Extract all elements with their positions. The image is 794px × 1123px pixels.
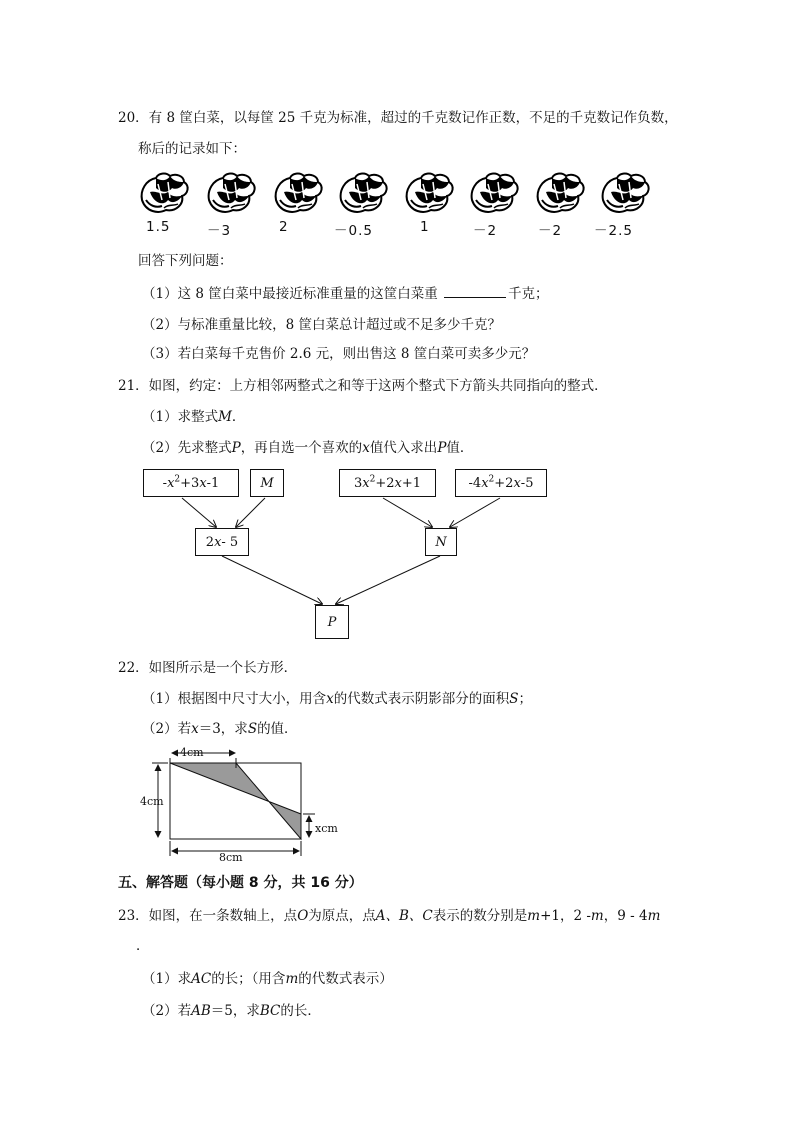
var-ab: AB — [191, 1003, 211, 1019]
weight-value: 1 — [420, 219, 430, 235]
var-s: S — [247, 721, 258, 737]
q22-line1: 22．如图所示是一个长方形． — [118, 660, 298, 676]
expr-box-n: N — [425, 528, 457, 556]
text: （2）若 — [142, 721, 192, 737]
shaded-region — [170, 763, 301, 839]
text: 值代入求出 — [369, 440, 438, 456]
section-heading: 五、解答题（每小题 8 分，共 16 分） — [118, 875, 363, 891]
var-ac: AC — [191, 971, 212, 987]
expr-text: 2x- 5 — [205, 535, 239, 550]
text: ，9 - 4 — [603, 908, 648, 924]
text: ＝3，求 — [198, 721, 248, 737]
var-p: P — [231, 440, 241, 456]
weight-value: 1.5 — [146, 219, 171, 235]
text: 的代数式表示） — [298, 971, 393, 987]
weight-value: －2 — [473, 223, 498, 239]
q23-line1 — [118, 904, 660, 924]
q21-sub1-text: （1）求整式 — [142, 409, 219, 425]
label-top-4cm: 4cm — [180, 746, 204, 759]
text: （1）根据图中尺寸大小，用含 — [142, 691, 327, 707]
text: （1）求 — [142, 971, 192, 987]
text: 的值． — [257, 721, 298, 737]
text: （2）先求整式 — [142, 440, 232, 456]
q20-answer-prompt: 回答下列问题： — [138, 253, 233, 269]
q23-line2: ． — [136, 938, 150, 954]
period: ． — [231, 409, 246, 425]
text: ； — [518, 691, 532, 707]
var-bc: BC — [259, 1003, 281, 1019]
var-s: S — [509, 691, 519, 707]
var-m: m — [527, 908, 541, 924]
text: 值． — [446, 440, 474, 456]
q20-line1: 20．有 8 筐白菜，以每筐 25 千克为标准，超过的千克数记作正数，不足的千克数记作负数， — [118, 110, 678, 126]
var-p: P — [437, 440, 447, 456]
weight-value: 2 — [279, 219, 289, 235]
text: 为原点，点 — [308, 908, 376, 924]
expr-text: $3x^2+2x+1$ — [353, 474, 422, 491]
q20-sub3: （3）若白菜每千克售价 2.6 元，则出售这 8 筐白菜可卖多少元？ — [142, 346, 536, 362]
text: 的长；（用含 — [211, 971, 286, 987]
weight-value: －3 — [207, 223, 232, 239]
text: （2）若 — [142, 1003, 192, 1019]
expr-text: $-x^2+3x-1$ — [162, 474, 220, 491]
var-m: m — [285, 971, 299, 987]
q21-line1: 21．如图，约定：上方相邻两整式之和等于这两个整式下方箭头共同指向的整式． — [118, 378, 608, 394]
weight-value: －0.5 — [334, 223, 373, 239]
text: 23．如图，在一条数轴上，点 — [118, 908, 298, 924]
text: ＝5，求 — [210, 1003, 260, 1019]
text: 的长． — [280, 1003, 321, 1019]
var-o: O — [297, 908, 309, 924]
text: ，再自选一个喜欢的 — [240, 440, 363, 456]
var-m: m — [647, 908, 661, 924]
text: 表示的数分别是 — [432, 908, 528, 924]
var-x: x — [362, 440, 370, 456]
var-x: x — [191, 721, 199, 737]
expr-text: $-4x^2+2x-5$ — [468, 474, 534, 491]
var-x: x — [326, 691, 334, 707]
q20-sub2: （2）与标准重量比较，8 筐白菜总计超过或不足多少千克？ — [142, 317, 501, 333]
label-right-xcm: xcm — [315, 822, 338, 835]
q20-sub1-unit: 千克； — [508, 286, 549, 302]
var-m: m — [590, 908, 604, 924]
label-bottom-8cm: 8cm — [219, 851, 243, 864]
text: +1，2 - — [540, 908, 591, 924]
expr-box-m: M — [250, 469, 284, 497]
label-left-4cm: 4cm — [140, 795, 164, 808]
q20-sub1-text: （1）这 8 筐白菜中最接近标准重量的这筐白菜重 — [142, 286, 438, 302]
q20-line2: 称后的记录如下： — [138, 141, 246, 157]
var-m: M — [218, 409, 232, 425]
q23-sub2 — [142, 999, 321, 1019]
weight-value: －2.5 — [594, 223, 633, 239]
text: 的代数式表示阴影部分的面积 — [333, 691, 510, 707]
expr-box-p: P — [315, 605, 349, 639]
q23-sub1 — [142, 967, 393, 987]
var-abc: A、B、C — [375, 908, 433, 924]
weight-value: －2 — [538, 223, 563, 239]
